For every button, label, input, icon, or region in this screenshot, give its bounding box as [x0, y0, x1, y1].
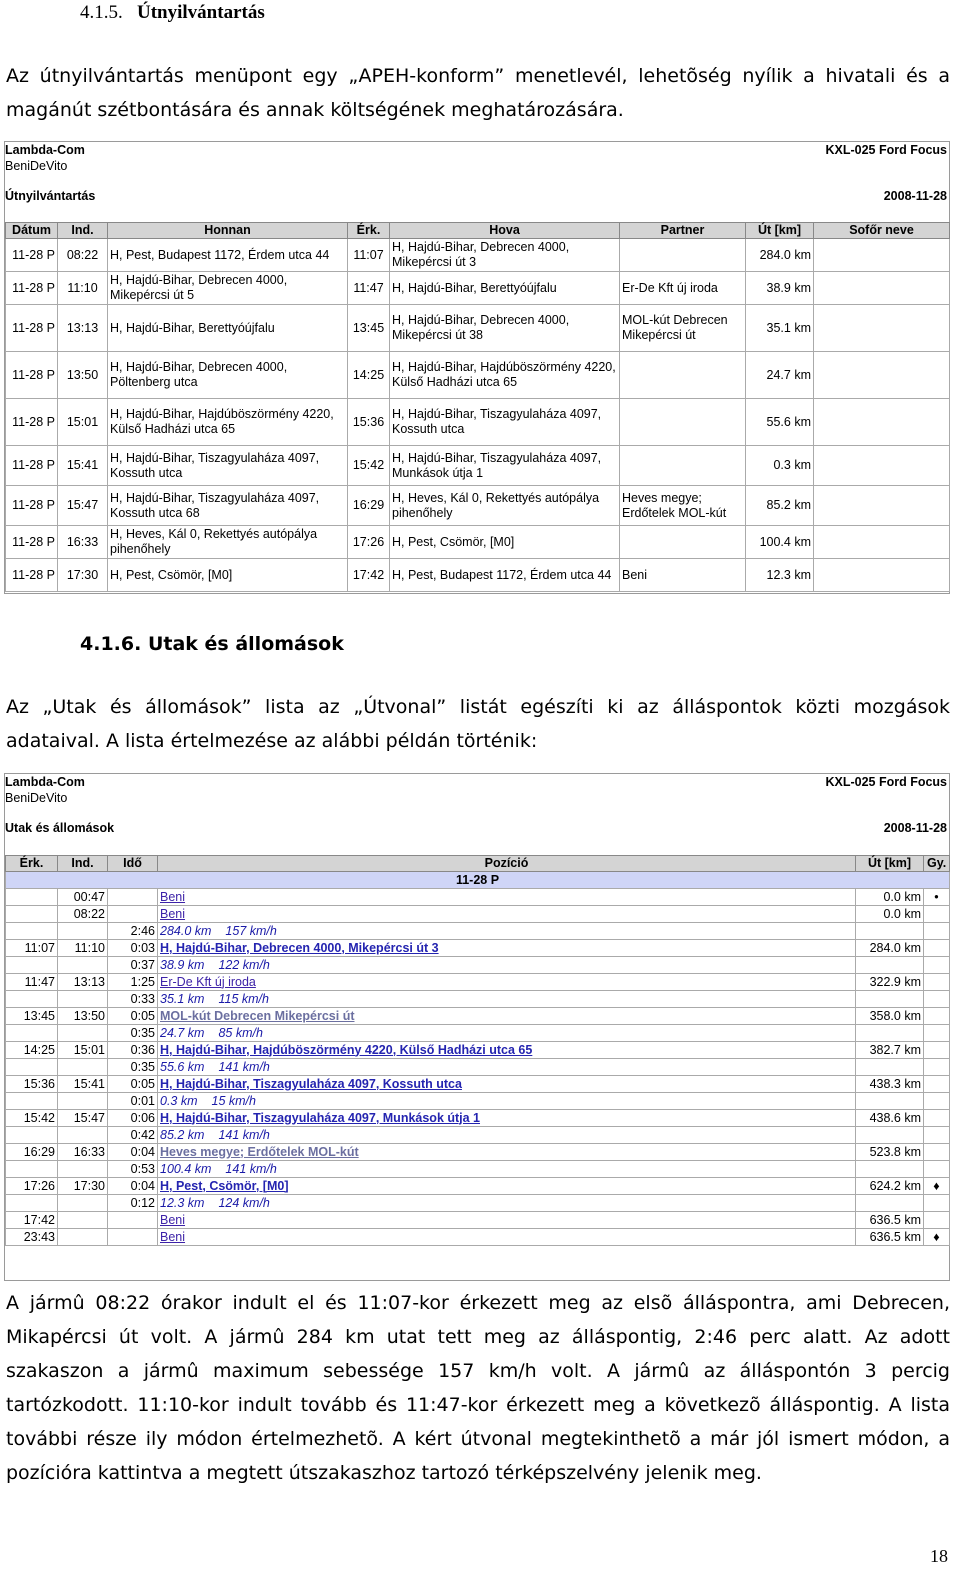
- destination-cell: H, Pest, Csömör, [M0]: [390, 526, 620, 559]
- segment-info: [158, 1195, 856, 1212]
- distance-cell: 523.8 km: [856, 1144, 924, 1161]
- stay-duration: 0:04: [108, 1144, 158, 1161]
- position-cell: [158, 906, 856, 923]
- segment-speed: 85 km/h: [218, 1025, 263, 1040]
- arrival-cell: 15:36: [348, 399, 390, 446]
- distance-cell: 284.0 km: [856, 940, 924, 957]
- empty-cell: [924, 957, 950, 974]
- segment-speed: 141 km/h: [225, 1161, 277, 1176]
- table-row: [6, 399, 950, 446]
- arrival-cell: 11:07: [348, 239, 390, 272]
- gy-marker: [924, 906, 950, 923]
- segment-duration: 0:12: [108, 1195, 158, 1212]
- distance-cell: 35.1 km: [746, 305, 814, 352]
- partner-cell: [620, 526, 746, 559]
- distance-cell: 322.9 km: [856, 974, 924, 991]
- stay-duration: 0:06: [108, 1110, 158, 1127]
- stay-duration: [108, 906, 158, 923]
- stay-duration: [108, 889, 158, 906]
- arrival-cell: 23:43: [6, 1229, 58, 1246]
- position-cell: [158, 940, 856, 957]
- column-header: Sofőr neve: [814, 223, 950, 239]
- origin-cell: H, Pest, Csömör, [M0]: [108, 559, 348, 592]
- position-cell: [158, 1008, 856, 1025]
- departure-cell: 08:22: [58, 239, 108, 272]
- column-header: Partner: [620, 223, 746, 239]
- segment-duration: 0:35: [108, 1059, 158, 1076]
- station-row: [6, 1042, 950, 1059]
- departure-cell: 13:50: [58, 352, 108, 399]
- arrival-cell: 11:07: [6, 940, 58, 957]
- position-link[interactable]: Beni: [160, 889, 186, 904]
- departure-cell: 08:22: [58, 906, 108, 923]
- section-number: 4.1.5.: [80, 2, 123, 23]
- station-row: [6, 1212, 950, 1229]
- origin-cell: H, Pest, Budapest 1172, Érdem utca 44: [108, 239, 348, 272]
- trip-log-table: [5, 222, 950, 592]
- destination-cell: H, Pest, Budapest 1172, Érdem utca 44: [390, 559, 620, 592]
- departure-cell: 17:30: [58, 1178, 108, 1195]
- arrival-cell: 11:47: [348, 272, 390, 305]
- distance-cell: 85.2 km: [746, 486, 814, 526]
- position-cell: [158, 974, 856, 991]
- empty-cell: [6, 1093, 58, 1110]
- distance-cell: 12.3 km: [746, 559, 814, 592]
- table-row: [6, 239, 950, 272]
- date-cell: 11-28 P: [6, 526, 58, 559]
- segment-info: [158, 1127, 856, 1144]
- departure-cell: 11:10: [58, 940, 108, 957]
- arrival-cell: 13:45: [348, 305, 390, 352]
- origin-cell: H, Hajdú-Bihar, Berettyóújfalu: [108, 305, 348, 352]
- segment-duration: 0:35: [108, 1025, 158, 1042]
- destination-cell: H, Hajdú-Bihar, Tiszagyulaháza 4097, Munkások útja 1: [390, 446, 620, 486]
- empty-cell: [924, 1059, 950, 1076]
- stay-duration: 0:36: [108, 1042, 158, 1059]
- position-link[interactable]: H, Pest, Csömör, [M0]: [160, 1178, 289, 1193]
- departure-cell: 13:13: [58, 305, 108, 352]
- day-band: 11-28 P: [6, 872, 950, 889]
- gy-marker: ♦: [924, 1229, 950, 1246]
- segment-distance: 55.6 km: [160, 1059, 205, 1074]
- empty-cell: [856, 957, 924, 974]
- column-header: Érk.: [348, 223, 390, 239]
- partner-cell: Beni: [620, 559, 746, 592]
- departure-cell: [58, 1212, 108, 1229]
- position-link[interactable]: Beni: [160, 1212, 186, 1227]
- table-row: [6, 526, 950, 559]
- distance-cell: 358.0 km: [856, 1008, 924, 1025]
- partner-cell: MOL-kút Debrecen Mikepércsi út: [620, 305, 746, 352]
- arrival-cell: 15:36: [6, 1076, 58, 1093]
- empty-cell: [856, 1161, 924, 1178]
- date-cell: 11-28 P: [6, 399, 58, 446]
- driver-cell: [814, 486, 950, 526]
- empty-cell: [924, 1195, 950, 1212]
- empty-cell: [924, 991, 950, 1008]
- position-cell: [158, 1042, 856, 1059]
- trip-log-screenshot: [4, 141, 950, 594]
- partner-cell: [620, 352, 746, 399]
- empty-cell: [856, 1059, 924, 1076]
- empty-cell: [58, 991, 108, 1008]
- column-header: Dátum: [6, 223, 58, 239]
- departure-cell: 15:47: [58, 1110, 108, 1127]
- empty-cell: [856, 991, 924, 1008]
- driver-cell: [814, 399, 950, 446]
- segment-distance: 38.9 km: [160, 957, 205, 972]
- station-row: [6, 889, 950, 906]
- empty-cell: [6, 991, 58, 1008]
- stay-duration: [108, 1229, 158, 1246]
- column-header: Út [km]: [746, 223, 814, 239]
- gy-marker: [924, 1110, 950, 1127]
- departure-cell: 16:33: [58, 1144, 108, 1161]
- segment-row: [6, 1093, 950, 1110]
- segment-speed: 15 km/h: [211, 1093, 256, 1108]
- segment-info: [158, 957, 856, 974]
- segment-distance: 100.4 km: [160, 1161, 212, 1176]
- empty-cell: [58, 1161, 108, 1178]
- origin-cell: H, Heves, Kál 0, Rekettyés autópálya pihenőhely: [108, 526, 348, 559]
- driver-cell: [814, 305, 950, 352]
- arrival-cell: 17:26: [348, 526, 390, 559]
- report-title: Utak és állomások: [5, 821, 115, 835]
- segment-info: [158, 991, 856, 1008]
- driver-cell: [814, 272, 950, 305]
- segment-row: [6, 923, 950, 940]
- gy-marker: [924, 1212, 950, 1229]
- position-link[interactable]: Heves megye; Erdőtelek MOL-kút: [160, 1144, 359, 1159]
- segment-distance: 0.3 km: [160, 1093, 198, 1108]
- gy-marker: [924, 1042, 950, 1059]
- departure-cell: [58, 1229, 108, 1246]
- company-name: Lambda-Com: [5, 143, 85, 157]
- gy-marker: ♦: [924, 1178, 950, 1195]
- segment-info: [158, 1093, 856, 1110]
- segment-row: [6, 1059, 950, 1076]
- segment-speed: 141 km/h: [218, 1127, 270, 1142]
- column-header: Idő: [108, 856, 158, 872]
- driver-cell: [814, 526, 950, 559]
- vehicle-name: KXL-025 Ford Focus: [825, 143, 947, 157]
- empty-cell: [6, 957, 58, 974]
- column-header: Hova: [390, 223, 620, 239]
- empty-cell: [856, 1093, 924, 1110]
- station-row: [6, 1229, 950, 1246]
- distance-cell: 438.3 km: [856, 1076, 924, 1093]
- date-cell: 11-28 P: [6, 272, 58, 305]
- empty-cell: [924, 1127, 950, 1144]
- segment-row: [6, 991, 950, 1008]
- station-row: [6, 1110, 950, 1127]
- report-title: Útnyilvántartás: [5, 189, 96, 203]
- report-date: 2008-11-28: [883, 189, 947, 203]
- stay-duration: 0:05: [108, 1076, 158, 1093]
- position-link[interactable]: MOL-kút Debrecen Mikepércsi út: [160, 1008, 355, 1023]
- distance-cell: 624.2 km: [856, 1178, 924, 1195]
- segment-distance: 24.7 km: [160, 1025, 205, 1040]
- station-row: [6, 1178, 950, 1195]
- partner-cell: [620, 446, 746, 486]
- empty-cell: [6, 1127, 58, 1144]
- segment-info: [158, 1161, 856, 1178]
- departure-cell: 13:50: [58, 1008, 108, 1025]
- date-cell: 11-28 P: [6, 559, 58, 592]
- distance-cell: 382.7 km: [856, 1042, 924, 1059]
- routes-stations-screenshot: [4, 773, 950, 1281]
- table-row: [6, 305, 950, 352]
- column-header: Pozíció: [158, 856, 856, 872]
- distance-cell: 0.0 km: [856, 889, 924, 906]
- empty-cell: [6, 1059, 58, 1076]
- section-title: Utak és állomások: [147, 633, 344, 655]
- arrival-cell: [6, 906, 58, 923]
- arrival-cell: [6, 889, 58, 906]
- section-title: Útnyilvántartás: [137, 2, 265, 23]
- departure-cell: 00:47: [58, 889, 108, 906]
- gy-marker: [924, 1008, 950, 1025]
- segment-info: [158, 1025, 856, 1042]
- segment-distance: 12.3 km: [160, 1195, 205, 1210]
- explanation-paragraph: A jármû 08:22 órakor indult el és 11:07-kor érkezett meg az elsõ álláspontra, ami Debrecen, Mikapércsi út volt. A jármû 284 km utat tett meg az álláspontig, 2:46 perc alatt. Az adott szakaszon a jármû maximum sebessége 157 km/h volt. A jármû az álláspontón 3 percig tartózkodott. 11:10-kor indult tovább és 11:47-kor érkezett meg a következõ álláspontig. A lista további része ily módon értelmezhetõ. A kért útvonal megtekinthetõ a már jól ismert módon, a pozícióra kattintva a megtett útszakaszhoz tartozó térképszelvény jelenik meg.: [6, 1292, 950, 1484]
- distance-cell: 438.6 km: [856, 1110, 924, 1127]
- departure-cell: 16:33: [58, 526, 108, 559]
- segment-info: [158, 1059, 856, 1076]
- empty-cell: [856, 1025, 924, 1042]
- position-link[interactable]: H, Hajdú-Bihar, Debrecen 4000, Mikepércsi út 3: [160, 940, 439, 955]
- departure-cell: 15:01: [58, 399, 108, 446]
- segment-distance: 35.1 km: [160, 991, 205, 1006]
- station-row: [6, 1076, 950, 1093]
- segment-row: [6, 1025, 950, 1042]
- segment-distance: 85.2 km: [160, 1127, 205, 1142]
- origin-cell: H, Hajdú-Bihar, Debrecen 4000, Mikepércsi út 5: [108, 272, 348, 305]
- station-row: [6, 1008, 950, 1025]
- distance-cell: 636.5 km: [856, 1229, 924, 1246]
- section-number: 4.1.6.: [80, 633, 142, 655]
- stay-duration: 0:03: [108, 940, 158, 957]
- segment-duration: 0:42: [108, 1127, 158, 1144]
- departure-cell: 15:47: [58, 486, 108, 526]
- gy-marker: [924, 1144, 950, 1161]
- gy-marker: [924, 1076, 950, 1093]
- distance-cell: 100.4 km: [746, 526, 814, 559]
- stay-duration: 0:04: [108, 1178, 158, 1195]
- date-cell: 11-28 P: [6, 486, 58, 526]
- column-header: Honnan: [108, 223, 348, 239]
- section-heading-4-1-5: [80, 2, 265, 24]
- gy-marker: [924, 940, 950, 957]
- partner-cell: [620, 239, 746, 272]
- arrival-cell: 14:25: [6, 1042, 58, 1059]
- driver-cell: [814, 239, 950, 272]
- segment-row: [6, 1127, 950, 1144]
- position-cell: [158, 1212, 856, 1229]
- gy-marker: [924, 974, 950, 991]
- empty-cell: [58, 1059, 108, 1076]
- destination-cell: H, Hajdú-Bihar, Hajdúböszörmény 4220, Külső Hadházi utca 65: [390, 352, 620, 399]
- routes-stations-table: [5, 855, 950, 1246]
- intro-paragraph-1: Az útnyilvántartás menüpont egy „APEH-konform” menetlevél, lehetõség nyílik a hivatali és a magánút szétbontására és annak költségének meghatározására.: [6, 65, 950, 121]
- position-cell: [158, 1110, 856, 1127]
- intro-paragraph-2: Az „Utak és állomások” lista az „Útvonal” listát egészíti ki az álláspontok közti mozgások adataival. A lista értelmezése az alábbi példán történik:: [6, 696, 950, 752]
- gy-marker: •: [924, 889, 950, 906]
- position-cell: [158, 889, 856, 906]
- column-header: Gy.: [924, 856, 950, 872]
- segment-speed: 124 km/h: [218, 1195, 270, 1210]
- station-row: [6, 940, 950, 957]
- arrival-cell: 13:45: [6, 1008, 58, 1025]
- destination-cell: H, Hajdú-Bihar, Debrecen 4000, Mikepércsi út 38: [390, 305, 620, 352]
- empty-cell: [58, 957, 108, 974]
- departure-cell: 15:41: [58, 446, 108, 486]
- position-cell: [158, 1178, 856, 1195]
- driver-cell: [814, 446, 950, 486]
- departure-cell: 15:41: [58, 1076, 108, 1093]
- empty-cell: [924, 1161, 950, 1178]
- driver-cell: [814, 559, 950, 592]
- arrival-cell: 15:42: [6, 1110, 58, 1127]
- position-link[interactable]: Er-De Kft új iroda: [160, 974, 256, 989]
- empty-cell: [58, 1127, 108, 1144]
- distance-cell: 0.3 km: [746, 446, 814, 486]
- stay-duration: 0:05: [108, 1008, 158, 1025]
- partner-cell: [620, 399, 746, 446]
- partner-cell: Heves megye; Erdőtelek MOL-kút: [620, 486, 746, 526]
- position-link[interactable]: Beni: [160, 1229, 186, 1244]
- empty-cell: [6, 1025, 58, 1042]
- segment-row: [6, 957, 950, 974]
- arrival-cell: 17:26: [6, 1178, 58, 1195]
- partner-cell: Er-De Kft új iroda: [620, 272, 746, 305]
- destination-cell: H, Hajdú-Bihar, Debrecen 4000, Mikepércsi út 3: [390, 239, 620, 272]
- empty-cell: [58, 1025, 108, 1042]
- arrival-cell: 15:42: [348, 446, 390, 486]
- position-link[interactable]: Beni: [160, 906, 186, 921]
- position-link[interactable]: H, Hajdú-Bihar, Tiszagyulaháza 4097, Munkások útja 1: [160, 1110, 481, 1125]
- position-link[interactable]: H, Hajdú-Bihar, Tiszagyulaháza 4097, Kossuth utca: [160, 1076, 462, 1091]
- distance-cell: 636.5 km: [856, 1212, 924, 1229]
- empty-cell: [58, 1093, 108, 1110]
- date-cell: 11-28 P: [6, 446, 58, 486]
- departure-cell: 15:01: [58, 1042, 108, 1059]
- station-row: [6, 974, 950, 991]
- segment-speed: 141 km/h: [218, 1059, 270, 1074]
- column-header: Ind.: [58, 223, 108, 239]
- empty-cell: [58, 1195, 108, 1212]
- page-number: 18: [930, 1546, 948, 1566]
- column-header: Út [km]: [856, 856, 924, 872]
- destination-cell: H, Heves, Kál 0, Rekettyés autópálya pihenőhely: [390, 486, 620, 526]
- departure-cell: 17:30: [58, 559, 108, 592]
- station-row: [6, 906, 950, 923]
- section-heading-4-1-6: [80, 633, 344, 655]
- segment-duration: 0:37: [108, 957, 158, 974]
- driver-cell: [814, 352, 950, 399]
- empty-cell: [924, 1093, 950, 1110]
- distance-cell: 55.6 km: [746, 399, 814, 446]
- arrival-cell: 16:29: [348, 486, 390, 526]
- arrival-cell: 11:47: [6, 974, 58, 991]
- table-row: [6, 352, 950, 399]
- segment-speed: 122 km/h: [218, 957, 270, 972]
- origin-cell: H, Hajdú-Bihar, Tiszagyulaháza 4097, Kossuth utca: [108, 446, 348, 486]
- table-row: [6, 486, 950, 526]
- empty-cell: [856, 1195, 924, 1212]
- segment-duration: 0:53: [108, 1161, 158, 1178]
- user-name: BeniDeVito: [5, 159, 68, 173]
- origin-cell: H, Hajdú-Bihar, Debrecen 4000, Pöltenberg utca: [108, 352, 348, 399]
- position-cell: [158, 1076, 856, 1093]
- position-link[interactable]: H, Hajdú-Bihar, Hajdúböszörmény 4220, Külső Hadházi utca 65: [160, 1042, 533, 1057]
- table-row: [6, 272, 950, 305]
- column-header: Érk.: [6, 856, 58, 872]
- arrival-cell: 17:42: [348, 559, 390, 592]
- user-name: BeniDeVito: [5, 791, 68, 805]
- empty-cell: [856, 1127, 924, 1144]
- segment-row: [6, 1195, 950, 1212]
- empty-cell: [6, 1161, 58, 1178]
- segment-distance: 284.0 km: [160, 923, 212, 938]
- empty-cell: [924, 923, 950, 940]
- date-cell: 11-28 P: [6, 239, 58, 272]
- distance-cell: 38.9 km: [746, 272, 814, 305]
- position-cell: [158, 1229, 856, 1246]
- stay-duration: [108, 1212, 158, 1229]
- departure-cell: 11:10: [58, 272, 108, 305]
- segment-speed: 115 km/h: [218, 991, 269, 1006]
- report-date: 2008-11-28: [883, 821, 947, 835]
- table-row: [6, 446, 950, 486]
- company-name: Lambda-Com: [5, 775, 85, 789]
- distance-cell: 24.7 km: [746, 352, 814, 399]
- segment-duration: 2:46: [108, 923, 158, 940]
- distance-cell: 0.0 km: [856, 906, 924, 923]
- position-cell: [158, 1144, 856, 1161]
- station-row: [6, 1144, 950, 1161]
- empty-cell: [856, 923, 924, 940]
- date-cell: 11-28 P: [6, 352, 58, 399]
- empty-cell: [6, 923, 58, 940]
- origin-cell: H, Hajdú-Bihar, Hajdúböszörmény 4220, Külső Hadházi utca 65: [108, 399, 348, 446]
- date-cell: 11-28 P: [6, 305, 58, 352]
- departure-cell: 13:13: [58, 974, 108, 991]
- arrival-cell: 17:42: [6, 1212, 58, 1229]
- arrival-cell: 16:29: [6, 1144, 58, 1161]
- vehicle-name: KXL-025 Ford Focus: [825, 775, 947, 789]
- segment-row: [6, 1161, 950, 1178]
- segment-speed: 157 km/h: [225, 923, 277, 938]
- empty-cell: [924, 1025, 950, 1042]
- arrival-cell: 14:25: [348, 352, 390, 399]
- segment-duration: 0:33: [108, 991, 158, 1008]
- table-row: [6, 559, 950, 592]
- destination-cell: H, Hajdú-Bihar, Berettyóújfalu: [390, 272, 620, 305]
- distance-cell: 284.0 km: [746, 239, 814, 272]
- empty-cell: [6, 1195, 58, 1212]
- empty-cell: [58, 923, 108, 940]
- destination-cell: H, Hajdú-Bihar, Tiszagyulaháza 4097, Kossuth utca: [390, 399, 620, 446]
- origin-cell: H, Hajdú-Bihar, Tiszagyulaháza 4097, Kossuth utca 68: [108, 486, 348, 526]
- segment-info: [158, 923, 856, 940]
- stay-duration: 1:25: [108, 974, 158, 991]
- segment-duration: 0:01: [108, 1093, 158, 1110]
- column-header: Ind.: [58, 856, 108, 872]
